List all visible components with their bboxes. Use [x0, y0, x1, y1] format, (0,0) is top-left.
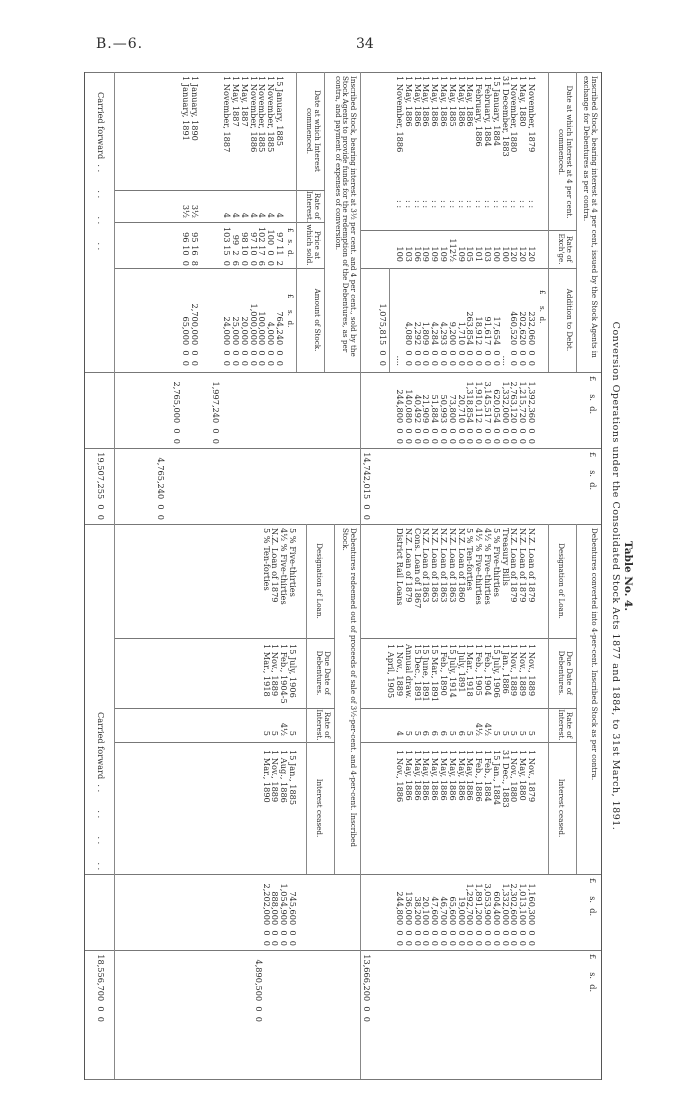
- section2-dates-b: 1 January, 1890 1 January, 1891: [181, 76, 200, 141]
- rule: [114, 524, 115, 1079]
- rule: [361, 268, 577, 269]
- section4-heading: Debentures redeemed out of proceeds of sale of 3½-per-cent. and 4-per-cent. Inscribed Stock.: [341, 528, 358, 847]
- rule: [576, 524, 577, 874]
- leader-dots: : : : : : : : : : : : : : : : : : : : : : : : : : : : : : : : :: [395, 200, 537, 209]
- table-title: Table No. 4.: [622, 541, 634, 611]
- column-header-due-date: Due Date of Debentures.: [315, 650, 332, 696]
- page-header: [0, 10, 700, 52]
- rule: [361, 638, 577, 639]
- rule: [115, 268, 325, 269]
- rule: [115, 638, 335, 639]
- column-header-loan: Designation of Loan.: [557, 543, 566, 619]
- section3-rates: 5 5 5 5 5 4½ 4½ 5 6 5 6 6 6 5 5 4: [395, 722, 537, 736]
- column-header-date: Date at which Interest commenced.: [305, 90, 322, 172]
- section3-due-dates: 1 Nov., 1889 1 Nov., 1889 1 Nov., 1889 1 Jan., 1886 15 July, 1906 1 Feb., 1904 1 Feb., 1905 1 Mar., 1918 1 July, 1891 15 July, 1914 1 Feb., 1890 15 Mar., 1891 15 June, 1891 15 Dec., 1891 Annual draw. 1 Nov., 1889 1 April, 1905: [386, 644, 537, 702]
- rule: [85, 372, 601, 373]
- section2-prices-b: 95 16 8 96 10 0: [181, 232, 200, 266]
- section4-total: 4,890,500 0 0: [254, 959, 264, 1022]
- section3-amounts: 1,160,300 0 0 1,013,100 0 0 2,302,600 0 0 1,332,000 0 0 604,400 0 0 3,053,900 0 0 1,891,200 0 0 1,292,700 0 0 19,000 0 0 65,600 0 0 46,700 0 0 47,600 0 0 20,100 0 0 38,200 0 0 136,000 0 0 244,800 0 0: [395, 883, 537, 946]
- section1-addition-total: 1,075,815 0 0: [378, 303, 388, 366]
- rule: [361, 230, 577, 231]
- rule: [389, 268, 390, 372]
- section4-loans: 5 % Five-thirties 4½ % Five-thirties N.Z. Loan of 1879 5 % Ten-forties: [261, 528, 298, 605]
- column-header-rate: Rate of Interest.: [557, 709, 574, 741]
- section2-dates: 15 January, 1885 1 November, 1885 1 November, 1885 1 November, 1886 1 May, 1887 1 May, 1887 1 November, 1887: [222, 76, 285, 153]
- column-header-ceased: Interest ceased.: [315, 778, 324, 838]
- column-header-amount: Amount of Stock.: [313, 288, 322, 352]
- rule: [548, 524, 549, 874]
- column-header-loan: Designation of Loan.: [315, 543, 324, 619]
- section1-additions: 232,060 0 0 202,620 0 0 460,520 0 0 .... 17,654 0 0 91,617 0 0 18,912 0 0 263,854 0 0 1,710 0 0 9,200 0 0 4,293 0 0 4,284 0 0 1,809 0 0 2,292 0 0 4,080 0 0 ....: [395, 311, 537, 366]
- rule: [334, 524, 335, 874]
- carried-forward-total: 19,507,255 0 0: [96, 452, 106, 520]
- section4-due-dates: 15 July, 1906 1 Feb., 1904-5 1 Nov., 1889 1 Mar., 1918: [261, 644, 298, 704]
- section2-amounts: 764,240 0 0 4,000 0 0 100,000 0 0 1,000,000 0 0 20,000 0 0 25,000 0 0 24,000 0 0: [222, 303, 285, 366]
- section2-heading: Inscribed Stock, bearing interest at 3½ per cent. and 4 per cent., sold by the Stock Agents to provide funds for the redemption of the Debentures, as per contra, and payment of expenses of conversion.: [333, 76, 358, 357]
- section1-total: 14,742,015 0 0: [362, 452, 372, 520]
- page-number: 34: [356, 36, 374, 52]
- currency-unit: £ s. d.: [538, 290, 547, 324]
- money-heading: £ s. d.: [588, 878, 598, 917]
- column-header-price: Price at which sold.: [305, 224, 322, 266]
- rule: [115, 222, 325, 223]
- section2-total: 4,765,240 0 0: [156, 457, 166, 520]
- section4-rates: 5 4½ 5 5: [261, 722, 298, 736]
- section2-rates-b: 3½ 3½: [181, 204, 200, 218]
- rule: [114, 72, 115, 524]
- rule: [361, 708, 577, 709]
- currency-unit: £ s. d.: [286, 228, 295, 257]
- section2-subtotal-b: 2,765,000 0 0: [172, 381, 182, 444]
- carried-forward-total: 18,556,700 0 0: [96, 954, 106, 1022]
- conversion-table: [84, 72, 602, 1080]
- rule: [85, 524, 601, 525]
- rule: [361, 742, 577, 743]
- money-heading: £ s. d.: [588, 452, 598, 491]
- table-subtitle: Conversion Operations under the Consolidated Stock Acts 1877 and 1884, to 31st March, 1891.: [610, 321, 621, 831]
- section1-amounts: 1,392,360 0 0 1,215,720 0 0 2,763,120 0 0 1,332,000 0 0 620,054 0 0 3,145,517 0 0 1,910,112 0 0 1,318,854 0 0 20,710 0 0 73,800 0 0 50,993 0 0 51,884 0 0 21,909 0 0 40,492 0 0 140,080 0 0 244,800 0 0: [395, 381, 537, 444]
- section4-ceased: 15 Jan., 1885 1 Aug., 1886 1 Nov., 1889 1 Mar., 1890: [261, 750, 298, 806]
- report-reference: B.—6.: [96, 36, 144, 52]
- rule: [360, 72, 361, 524]
- section1-heading: Inscribed Stock, bearing interest at 4 per cent, issued by the Stock Agents in exchange for Debentures as per contra.: [582, 76, 599, 358]
- rule: [576, 72, 577, 372]
- conversion-table-sheet: [84, 72, 632, 1080]
- carried-forward-label: Carried forward . . . . . . . .: [96, 712, 106, 871]
- rule: [115, 742, 335, 743]
- section2-rates: 4 4 4 4 4 4 4: [222, 212, 285, 218]
- section1-dates: 1 November, 1879 1 May, 1880 1 November, 1880 31 December, 1883 15 January, 1884 1 February, 1884 1 February, 1886 1 May, 1886 1 May, 1886 1 May, 1885 1 May, 1886 1 May, 1886 1 May, 1886 1 May, 1886 1 May, 1886 1 November, 1886: [395, 76, 537, 157]
- column-header-rate: Rate of Exch'ge.: [557, 233, 574, 265]
- column-header-rate: Rate of Interest.: [305, 191, 322, 223]
- section3-loans: N.Z. Loan of 1879 N.Z. Loan of 1879 N.Z. Loan of 1879 Treasury Bills 5 % Five-thirties 4½ % Five-thirties 4½ % Five-thirties 5 % Ten-forties N.Z. Loan of 1860 N.Z. Loan of 1863 N.Z. Loan of 1863 N.Z. Loan of 1863 N.Z. Loan of 1863 Cons. Loan of 1867 N.Z. Loan of 1879 District Rail Loans: [395, 528, 537, 609]
- section2-prices: 97 11 2 100 0 0 102 17 6 97 10 0 98 10 0 99 2 6 103 15 0: [222, 226, 285, 266]
- money-heading: £ s. d.: [588, 376, 598, 415]
- section1-rates: 120 120 120 100 100 103 101 105 109 112½ 109 109 109 106 103 100: [395, 238, 537, 262]
- currency-unit: £ s. d.: [286, 294, 295, 328]
- rule: [85, 448, 601, 449]
- column-header-date: Date at which Interest at 4 per cent. commenced.: [557, 85, 574, 219]
- section2-subtotal: 1,997,240 0 0: [211, 381, 221, 444]
- carried-forward-label: Carried forward . . . . . . . .: [96, 92, 106, 251]
- rule: [85, 950, 601, 951]
- rule: [115, 190, 325, 191]
- section3-ceased: 1 Nov., 1879 1 May, 1880 1 Nov., 1880 31 Dec., 1883 15 Jan., 1884 1 Feb., 1884 1 Feb., 1886 1 May, 1886 1 May, 1886 1 May, 1886 1 May, 1886 1 May, 1886 1 May, 1886 1 May, 1886 1 May, 1886 1 Nov., 1886: [395, 750, 537, 808]
- money-heading: £ s. d.: [588, 954, 598, 993]
- column-header-due-date: Due Date of Debentures.: [557, 650, 574, 696]
- rule: [548, 72, 549, 372]
- rule: [306, 524, 307, 874]
- section2-amounts-b: 2,700,000 0 0 65,000 0 0: [181, 303, 200, 366]
- rule: [360, 524, 361, 1079]
- section3-total: 13,666,200 0 0: [362, 954, 372, 1022]
- rule: [296, 72, 297, 372]
- column-header-addition: Addition to Debt.: [565, 288, 574, 352]
- rule: [85, 874, 601, 875]
- section4-amounts: 745,600 0 0 1,054,900 0 0 888,000 0 0 2,202,000 0 0: [261, 883, 298, 946]
- rule: [115, 708, 335, 709]
- rule: [85, 1079, 601, 1080]
- column-header-ceased: Interest ceased.: [557, 778, 566, 838]
- column-header-rate: Rate of Interest.: [315, 709, 332, 741]
- rule: [85, 72, 601, 73]
- section3-heading: Debentures converted into 4-per-cent. Inscribed Stock as per contra.: [590, 528, 599, 781]
